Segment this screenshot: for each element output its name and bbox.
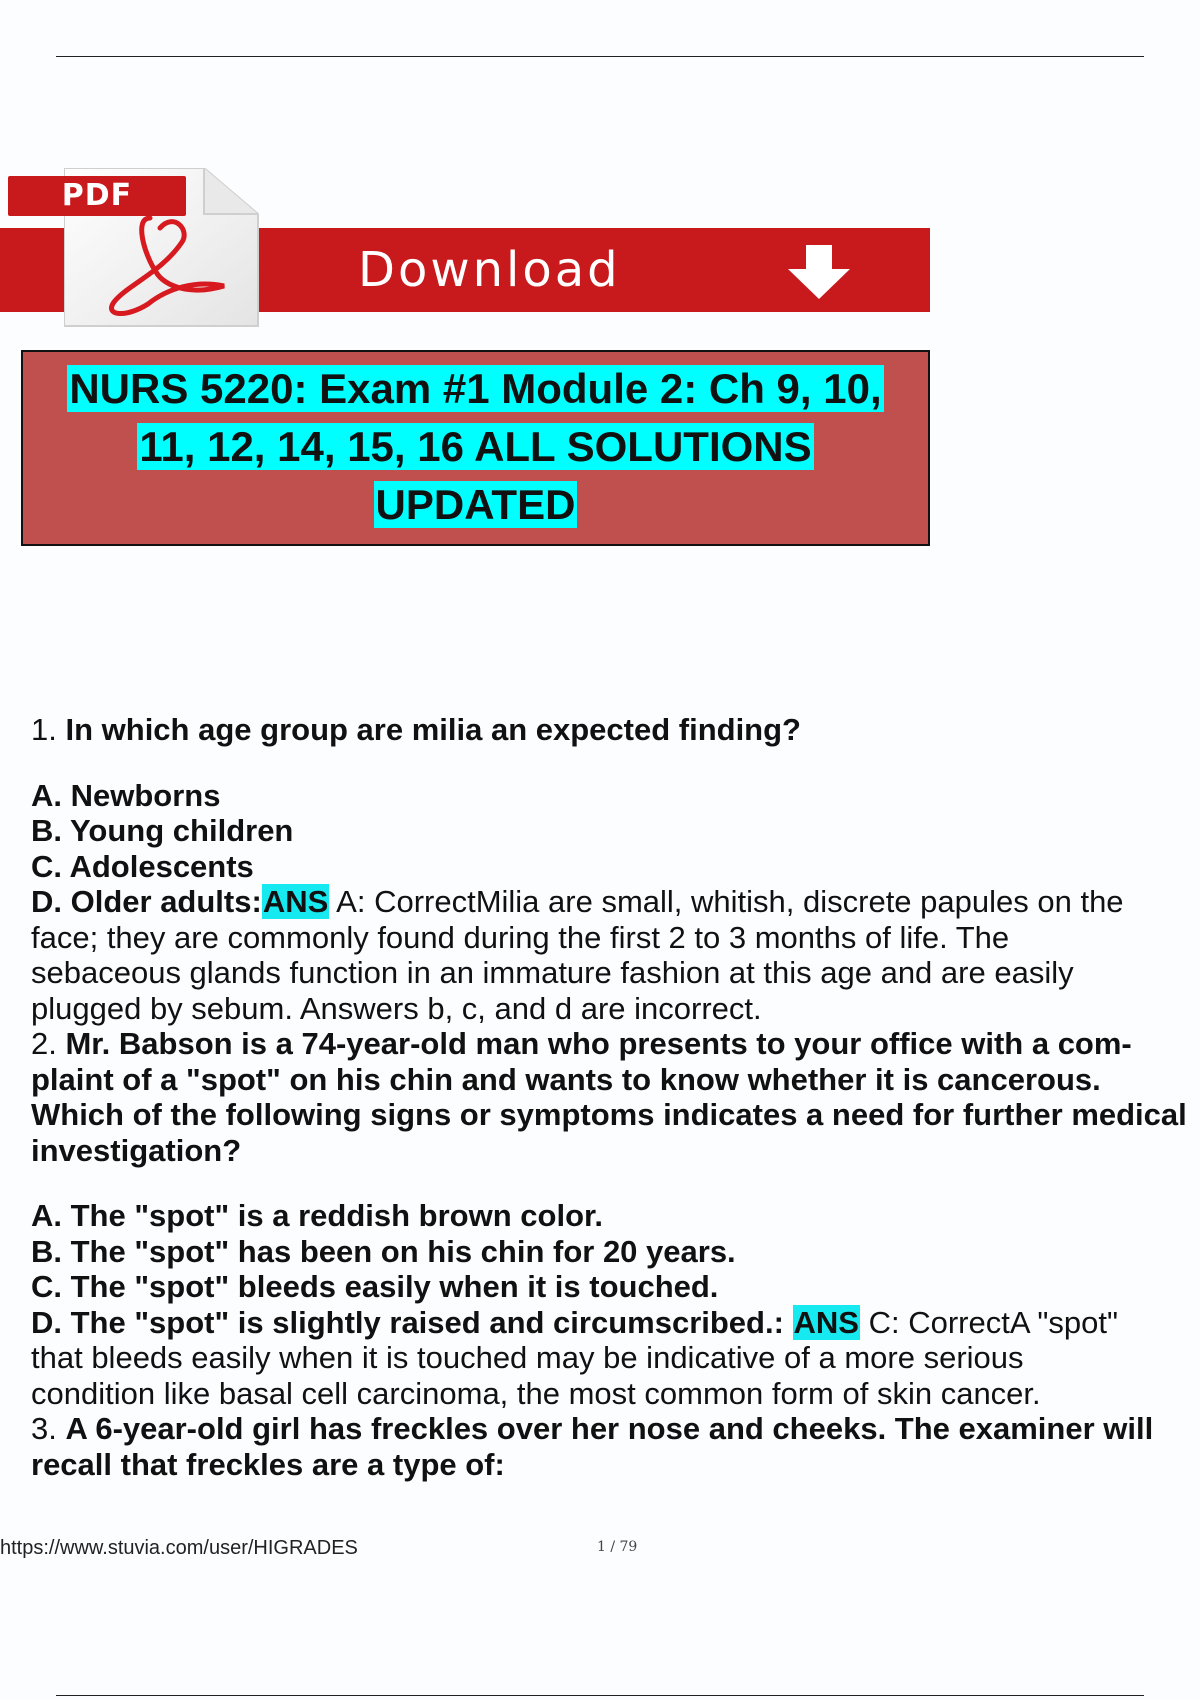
question-2-stem-line: investigation? xyxy=(31,1132,242,1168)
question-2-option-b: B. The "spot" has been on his chin for 20 years. xyxy=(31,1233,736,1269)
title-line-1: NURS 5220: Exam #1 Module 2: Ch 9, 10, xyxy=(69,365,882,412)
bottom-rule xyxy=(56,1695,1144,1696)
question-2-stem: 2. Mr. Babson is a 74-year-old man who presents to your office with a com- xyxy=(31,1026,1132,1061)
answer-highlight: ANS xyxy=(262,884,329,919)
download-label[interactable]: Download xyxy=(358,242,621,298)
title-line-3: UPDATED xyxy=(375,481,576,528)
footer-source-link[interactable]: https://www.stuvia.com/user/HIGRADES xyxy=(0,1537,358,1559)
top-rule xyxy=(56,56,1144,57)
answer-highlight: ANS xyxy=(793,1304,859,1340)
question-1-answer: D. Older adults:ANS A: CorrectMilia are small, whitish, discrete papules on the xyxy=(31,884,1124,919)
question-2-stem-line: plaint of a "spot" on his chin and wants to know whether it is cancerous. xyxy=(31,1061,1101,1097)
down-arrow-icon xyxy=(786,243,852,301)
question-1-option-c: C. Adolescents xyxy=(31,848,254,884)
question-3-stem: 3. A 6-year-old girl has freckles over her nose and cheeks. The examiner will xyxy=(31,1411,1154,1446)
question-content xyxy=(31,712,1196,1482)
document-title-box xyxy=(21,350,930,546)
page-number: 1 / 79 xyxy=(597,1539,638,1555)
question-2-explanation-line: that bleeds easily when it is touched may be indicative of a more serious xyxy=(31,1340,1024,1375)
question-2-option-a: A. The "spot" is a reddish brown color. xyxy=(31,1198,603,1233)
question-1-option-b: B. Young children xyxy=(31,813,294,848)
question-1-stem: 1. In which age group are milia an expected finding? xyxy=(31,712,801,747)
question-3-stem-line: recall that freckles are a type of: xyxy=(31,1446,505,1482)
question-2-answer: D. The "spot" is slightly raised and circumscribed.: ANS C: CorrectA "spot" xyxy=(31,1304,1119,1340)
pdf-label-tag: PDF xyxy=(8,176,186,216)
question-1-explanation-line: plugged by sebum. Answers b, c, and d are incorrect. xyxy=(31,990,762,1026)
question-1-option-a: A. Newborns xyxy=(31,777,221,813)
question-2-stem-line: Which of the following signs or symptoms indicates a need for further medical xyxy=(31,1097,1187,1132)
question-2-explanation-line: condition like basal cell carcinoma, the most common form of skin cancer. xyxy=(31,1375,1041,1411)
question-1-explanation-line: sebaceous glands function in an immature fashion at this age and are easily xyxy=(31,955,1074,990)
title-line-2: 11, 12, 14, 15, 16 ALL SOLUTIONS xyxy=(139,423,812,470)
question-1-explanation-line: face; they are commonly found during the first 2 to 3 months of life. The xyxy=(31,919,1010,955)
question-2-option-c: C. The "spot" bleeds easily when it is touched. xyxy=(31,1269,719,1304)
